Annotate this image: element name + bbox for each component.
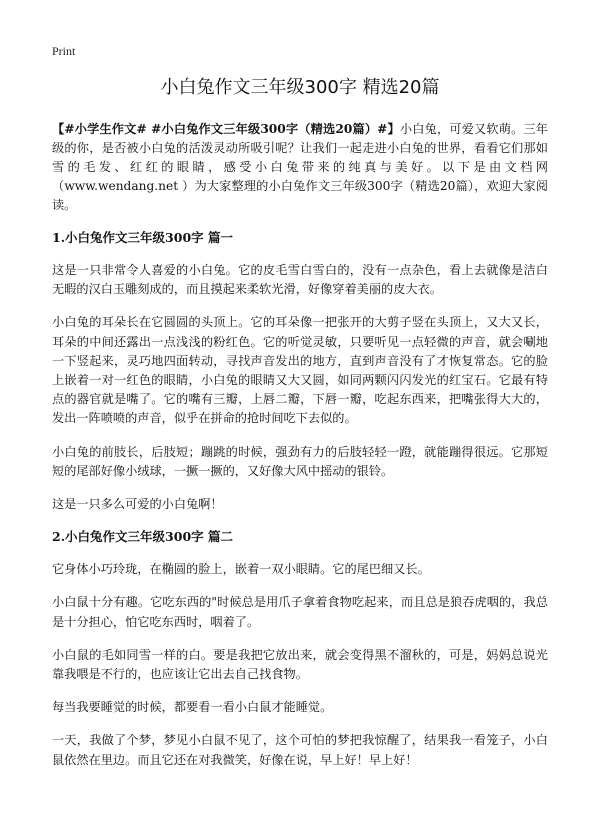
paragraph: 小白兔的前肢长，后肢短；蹦跳的时候，强劲有力的后肢轻轻一蹬，就能蹦得很远。它那短短的尾部好像小绒球，一撅一撅的，又好像大风中摇动的银铃。 [52,444,548,478]
intro-text: 小白兔，可爱又软萌。三年级的你，是否被小白兔的活泼灵动所吸引呢？让我们一起走进小白兔的世界，看看它们那如雪的毛发、红红的眼睛，感受小白兔带来的纯真与美好。以下是由文档网（www.wendang.net ）为大家整理的小白兔作文三年级300字（精选20篇），欢迎大家阅读。 [52,122,548,212]
paragraph: 小白兔的耳朵长在它圆圆的头顶上。它的耳朵像一把张开的大剪子竖在头顶上，又大又长，耳朵的中间还露出一点浅浅的粉红色。它的听觉灵敏，只要听见一点轻微的声音，就会唰地一下竖起来，灵巧地四面转动，寻找声音发出的地方，直到声音没有了才恢复常态。它的脸上嵌着一对一红色的眼睛，小白兔的眼睛又大又圆，如同两颗闪闪发光的红宝石。它最有特点的器官就是嘴了。它的嘴有三瓣，上唇二瓣，下唇一瓣，吃起东西来，把嘴张得大大的，发出一阵喷喷的声音，似乎在拼命的抢时间吃下去似的。 [52,315,548,426]
section-heading: 2.小白兔作文三年级300字 篇二 [52,529,233,545]
intro-paragraph [52,120,548,215]
paragraph: 这是一只非常令人喜爱的小白兔。它的皮毛雪白雪白的，没有一点杂色，看上去就像是洁白无暇的汉白玉雕刻成的，而且摸起来柔软光滑，好像穿着美丽的皮大衣。 [52,263,548,297]
section-2 [52,528,548,770]
paragraph: 每当我要睡觉的时候，都要看一看小白鼠才能睡觉。 [52,700,333,715]
paragraph: 它身体小巧玲珑，在椭圆的脸上，嵌着一双小眼睛。它的尾巴细又长。 [52,562,430,577]
page-title: 小白兔作文三年级300字 精选20篇 [160,77,440,98]
section-heading: 1.小白兔作文三年级300字 篇一 [52,230,233,245]
paragraph: 这是一只多么可爱的小白兔啊！ [52,497,223,512]
section-1 [52,229,548,514]
paragraph: 小白鼠十分有趣。它吃东西的"时候总是用爪子拿着食物吃起来，而且总是狼吞虎咽的，我总是十分担心，怕它吃东西时，咽着了。 [52,595,548,629]
paragraph: 一天，我做了个梦，梦见小白鼠不见了，这个可怕的梦把我惊醒了，结果我一看笼子，小白鼠依然在里边。而且它还在对我微笑，好像在说，早上好！早上好！ [52,733,548,767]
intro-tagline: 【#小学生作文# #小白兔作文三年级300字（精选20篇）#】 [52,122,400,136]
paragraph: 小白鼠的毛如同雪一样的白。要是我把它放出来，就会变得黑不溜秋的，可是，妈妈总说光靠我喂是不行的，也应该让它出去自己找食物。 [52,647,548,682]
print-link[interactable]: Print [52,44,76,58]
